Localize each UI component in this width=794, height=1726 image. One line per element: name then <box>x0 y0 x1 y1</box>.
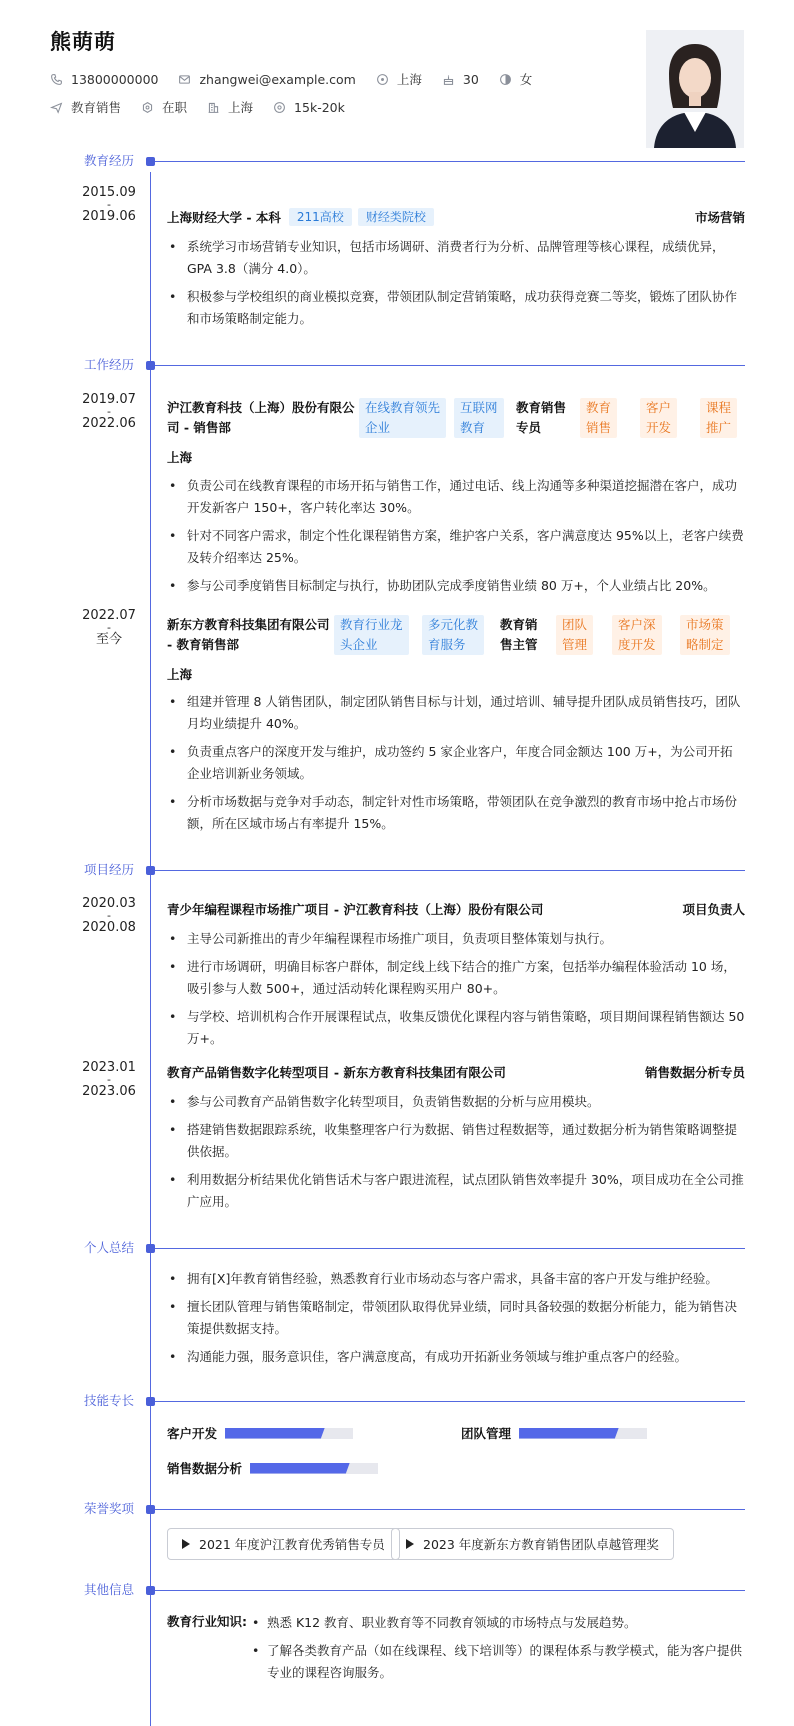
skill-name: 客户开发 <box>167 1426 218 1441</box>
project-role: 项目负责人 <box>682 902 745 917</box>
list-item: • 进行市场调研，明确目标客户群体，制定线上线下结合的推广方案，包括举办编程体验活动 10 场，吸引参与人数 500+，通过活动转化课程购买用户 80+。 <box>167 956 745 1000</box>
work-city: 上海 <box>167 667 193 682</box>
list-item: • 了解各类教育产品（如在线课程、线下培训等）的课程体系与教学模式，能为客户提供专业的课程咨询服务。 <box>250 1640 745 1684</box>
list-item: • 熟悉 K12 教育、职业教育等不同教育领域的市场特点与发展趋势。 <box>250 1612 745 1634</box>
skill-bar <box>519 1428 647 1439</box>
list-item: • 组建并管理 8 人销售团队，制定团队销售目标与计划，通过培训、辅导提升团队成员销售技巧，团队月均业绩提升 40%。 <box>167 691 745 735</box>
work-date <box>70 393 148 431</box>
skill-bar-fill <box>225 1428 325 1439</box>
section-divider <box>155 1509 745 1510</box>
phone-item <box>50 72 158 87</box>
play-icon <box>182 1539 190 1549</box>
date-end: 至今 <box>95 632 122 647</box>
tag-line: 开发 <box>646 420 672 435</box>
project-date <box>70 1061 148 1099</box>
company-line: 新东方教育科技集团有限公司 <box>167 617 330 632</box>
skill-bar-fill <box>519 1428 619 1439</box>
section-marker <box>146 1244 155 1253</box>
tag-line: 多元化教 <box>428 617 479 632</box>
tag-line: 客户深 <box>618 617 656 632</box>
tag-line: 企业 <box>365 420 391 435</box>
skill-bar <box>250 1463 378 1474</box>
section-title: 项目经历 <box>84 862 135 877</box>
list-item: • 负责公司在线教育课程的市场开拓与销售工作，通过电话、线上沟通等多种渠道挖掘潜在客户，成功开发新客户 150+，客户转化率达 30%。 <box>167 475 745 519</box>
other-bullets <box>250 1612 745 1690</box>
status-text: 在职 <box>162 100 188 115</box>
list-item: • 擅长团队管理与销售策略制定，带领团队取得优异业绩，同时具备较强的数据分析能力，能为销售决策提供数据支持。 <box>167 1296 745 1340</box>
email-text: zhangwei@example.com <box>199 71 356 87</box>
skill-item <box>167 1459 378 1477</box>
work-date <box>70 609 148 647</box>
skill-name: 团队管理 <box>461 1426 512 1441</box>
education-header <box>167 208 745 228</box>
tag-line: 推广 <box>706 420 732 435</box>
skill-tag <box>700 398 737 438</box>
list-item: • 系统学习市场营销专业知识，包括市场调研、消费者行为分析、品牌管理等核心课程，成绩优异，GPA 3.8（满分 4.0）。 <box>167 236 745 280</box>
intent-row <box>50 98 365 116</box>
section-title: 工作经历 <box>84 357 135 372</box>
location-item <box>376 70 422 88</box>
company-line: 沪江教育科技（上海）股份有限公 <box>167 400 355 415</box>
honor-badge <box>391 1528 674 1560</box>
section-title: 其他信息 <box>84 1582 135 1597</box>
section-title: 技能专长 <box>84 1393 135 1408</box>
role-line: 教育销售 <box>516 400 567 415</box>
tag-line: 头企业 <box>340 637 378 652</box>
list-item: • 负责重点客户的深度开发与维护，成功签约 5 家企业客户，年度合同金额达 100 万+，为公司开拓企业培训新业务领域。 <box>167 741 745 785</box>
list-item: • 针对不同客户需求，制定个性化课程销售方案，维护客户关系，客户满意度达 95%以上，老客户续费及转介绍率达 25%。 <box>167 525 745 569</box>
company-tag <box>359 398 446 438</box>
tag-line: 教育行业龙 <box>340 617 403 632</box>
honor-text: 2023 年度新东方教育销售团队卓越管理奖 <box>423 1537 659 1552</box>
avatar <box>646 30 744 148</box>
list-item: • 积极参与学校组织的商业模拟竞赛，带领团队制定营销策略，成功获得竞赛二等奖，锻炼了团队协作和市场策略制定能力。 <box>167 286 745 330</box>
gender-icon <box>499 73 512 86</box>
tag-line: 客户 <box>646 400 672 415</box>
mail-icon <box>178 73 191 86</box>
list-item: • 拥有[X]年教育销售经验，熟悉教育行业市场动态与客户需求，具备丰富的客户开发与维护经验。 <box>167 1268 745 1290</box>
salary-item <box>273 100 345 115</box>
list-item: • 分析市场数据与竞争对手动态，制定针对性市场策略，带领团队在竞争激烈的教育市场中抢占市场份额，所在区域市场占有率提升 15%。 <box>167 791 745 835</box>
list-item: • 与学校、培训机构合作开展课程试点，收集反馈优化课程内容与销售策略，项目期间课程销售额达 50 万+。 <box>167 1006 745 1050</box>
project-role: 销售数据分析专员 <box>644 1065 745 1080</box>
tag-line: 市场策 <box>686 617 724 632</box>
section-other <box>0 1580 794 1600</box>
email-item <box>178 72 355 87</box>
section-marker <box>146 157 155 166</box>
date-start: 2019.07 <box>82 392 136 407</box>
building-icon <box>207 101 220 114</box>
tag-line: 课程 <box>706 400 732 415</box>
education-bullets <box>167 236 745 336</box>
tag-line: 教育 <box>460 420 486 435</box>
date-start: 2023.01 <box>82 1060 136 1075</box>
tag-line: 销售 <box>586 420 612 435</box>
date-sep: - <box>107 198 111 211</box>
date-end: 2022.06 <box>82 416 136 431</box>
date-start: 2015.09 <box>82 185 136 200</box>
section-marker <box>146 1586 155 1595</box>
section-summary <box>0 1238 794 1258</box>
tag-line: 团队 <box>562 617 588 632</box>
job-role <box>516 398 566 438</box>
section-title: 教育经历 <box>84 153 135 168</box>
play-icon <box>406 1539 414 1549</box>
target-job-text: 教育销售 <box>71 100 122 115</box>
skill-item <box>461 1424 647 1442</box>
date-sep: - <box>107 405 111 418</box>
honor-badge <box>167 1528 400 1560</box>
tag-line: 略制定 <box>686 637 724 652</box>
section-divider <box>155 365 745 366</box>
project-bullets <box>167 1091 745 1219</box>
location-icon <box>376 73 389 86</box>
date-end: 2020.08 <box>82 920 136 935</box>
skill-tag <box>680 615 730 655</box>
project-title: 青少年编程课程市场推广项目 - 沪江教育科技（上海）股份有限公司 <box>167 902 544 917</box>
list-item: • 沟通能力强，服务意识佳，客户满意度高，有成功开拓新业务领域与维护重点客户的经验。 <box>167 1346 745 1368</box>
target-job-item <box>50 98 121 116</box>
date-sep: - <box>107 621 111 634</box>
avatar-portrait <box>646 30 744 148</box>
skill-bar-fill <box>250 1463 350 1474</box>
job-role <box>500 615 538 655</box>
tag-line: 育服务 <box>428 637 466 652</box>
phone-icon <box>50 73 63 86</box>
school-tag: 211高校 <box>289 208 352 226</box>
date-start: 2020.03 <box>82 896 136 911</box>
target-city-item <box>207 98 253 116</box>
section-marker <box>146 361 155 370</box>
role-line: 教育销 <box>500 617 538 632</box>
project-bullets <box>167 928 745 1056</box>
company-name <box>167 398 355 438</box>
section-work <box>0 355 794 375</box>
status-item <box>141 98 187 116</box>
hexagon-icon <box>141 101 154 114</box>
work-header <box>167 398 745 438</box>
list-item: • 主导公司新推出的青少年编程课程市场推广项目，负责项目整体策划与执行。 <box>167 928 745 950</box>
salary-text: 15k-20k <box>294 99 345 115</box>
other-label: 教育行业知识: <box>167 1614 247 1629</box>
contact-row <box>50 70 552 88</box>
date-end: 2023.06 <box>82 1084 136 1099</box>
school-name: 上海财经大学 - 本科 <box>167 210 281 225</box>
project-header <box>167 1063 745 1083</box>
section-divider <box>155 161 745 162</box>
skill-tag <box>640 398 677 438</box>
company-tag <box>334 615 409 655</box>
list-item: • 参与公司季度销售目标制定与执行，协助团队完成季度销售业绩 80 万+，个人业绩占比 20%。 <box>167 575 745 597</box>
skill-name: 销售数据分析 <box>167 1461 243 1476</box>
summary-bullets <box>167 1268 745 1374</box>
tag-line: 互联网 <box>460 400 498 415</box>
section-divider <box>155 1401 745 1402</box>
date-sep: - <box>107 1073 111 1086</box>
work-bullets <box>167 475 745 603</box>
work-city: 上海 <box>167 450 193 465</box>
location-text: 上海 <box>396 72 422 87</box>
section-title: 荣誉奖项 <box>84 1501 135 1516</box>
timeline-line <box>150 172 151 1726</box>
role-line: 专员 <box>516 420 542 435</box>
section-education <box>0 151 794 171</box>
date-start: 2022.07 <box>82 608 136 623</box>
section-title: 个人总结 <box>84 1240 135 1255</box>
age-item <box>442 72 479 87</box>
company-tag <box>422 615 484 655</box>
company-line: - 教育销售部 <box>167 637 240 652</box>
age-text: 30 <box>462 71 479 87</box>
section-divider <box>155 1590 745 1591</box>
phone-text: 13800000000 <box>71 71 159 87</box>
section-divider <box>155 1248 745 1249</box>
tag-line: 教育 <box>586 400 612 415</box>
section-marker <box>146 1505 155 1514</box>
section-marker <box>146 866 155 875</box>
work-header <box>167 615 745 655</box>
gender-text: 女 <box>519 72 533 87</box>
date-end: 2019.06 <box>82 209 136 224</box>
honor-text: 2021 年度沪江教育优秀销售专员 <box>199 1537 385 1552</box>
list-item: • 参与公司教育产品销售数字化转型项目，负责销售数据的分析与应用模块。 <box>167 1091 745 1113</box>
section-honors <box>0 1499 794 1519</box>
company-tag <box>454 398 504 438</box>
education-date <box>70 186 148 224</box>
company-line: 司 - 销售部 <box>167 420 231 435</box>
skill-item <box>167 1424 353 1442</box>
tag-line: 在线教育领先 <box>365 400 441 415</box>
section-marker <box>146 1397 155 1406</box>
section-divider <box>155 870 745 871</box>
list-item: • 利用数据分析结果优化销售话术与客户跟进流程，试点团队销售效率提升 30%，项目成功在全公司推广应用。 <box>167 1169 745 1213</box>
skill-tag <box>580 398 617 438</box>
list-item: • 搭建销售数据跟踪系统，收集整理客户行为数据、销售过程数据等，通过数据分析为销售策略调整提供依据。 <box>167 1119 745 1163</box>
skill-bar <box>225 1428 353 1439</box>
section-projects <box>0 860 794 880</box>
candidate-name: 熊萌萌 <box>50 30 116 54</box>
date-sep: - <box>107 909 111 922</box>
skill-tag <box>612 615 662 655</box>
work-bullets <box>167 691 745 841</box>
role-line: 售主管 <box>500 637 538 652</box>
cake-icon <box>442 73 455 86</box>
school-tag: 财经类院校 <box>358 208 434 226</box>
project-title: 教育产品销售数字化转型项目 - 新东方教育科技集团有限公司 <box>167 1065 506 1080</box>
tag-line: 度开发 <box>618 637 656 652</box>
target-city-text: 上海 <box>228 100 254 115</box>
major: 市场营销 <box>694 210 745 225</box>
company-name <box>167 615 330 655</box>
coin-icon <box>273 101 286 114</box>
send-icon <box>50 101 63 114</box>
gender-item <box>499 70 533 88</box>
section-skills <box>0 1391 794 1411</box>
project-header <box>167 900 745 920</box>
skill-tag <box>556 615 593 655</box>
tag-line: 管理 <box>562 637 588 652</box>
project-date <box>70 897 148 935</box>
